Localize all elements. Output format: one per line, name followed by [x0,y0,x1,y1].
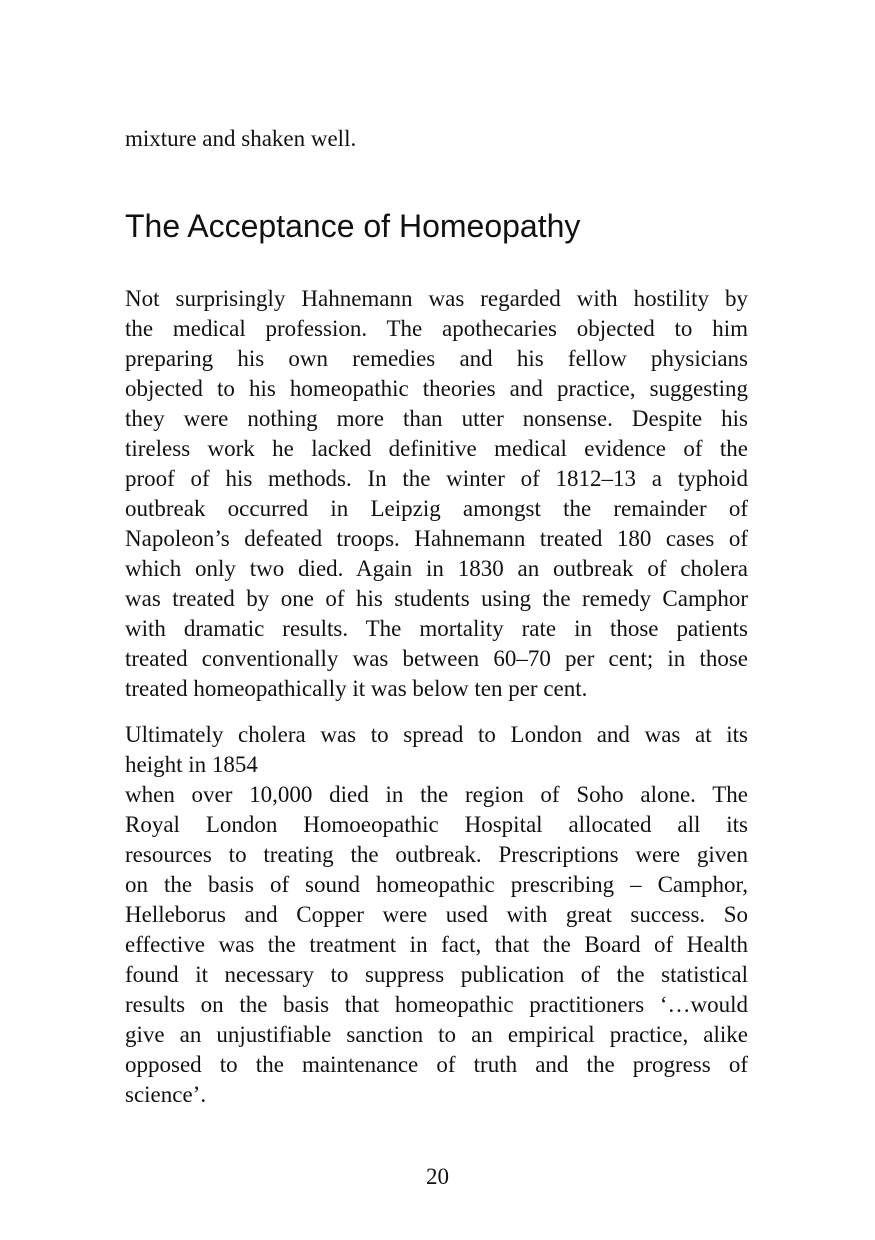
text-line: which only two died. Again in 1830 an outbreak of cholera [125,556,748,581]
text-line: Napoleon’s defeated troops. Hahnemann treated 180 cases of [125,526,748,551]
text-line: effective was the treatment in fact, that the Board of Health [125,932,748,957]
text-line: Helleborus and Copper were used with great success. So [125,902,748,927]
text-line: treated conventionally was between 60–70 per cent; in those [125,646,748,671]
text-line: Royal London Homoeopathic Hospital allocated all its [125,812,748,837]
text-line: with dramatic results. The mortality rate in those patients [125,616,748,641]
text-line: results on the basis that homeopathic practitioners ‘…would [125,992,748,1017]
text-line: they were nothing more than utter nonsense. Despite his [125,406,748,431]
text-line: was treated by one of his students using the remedy Camphor [125,586,748,611]
text-line: treated homeopathically it was below ten per cent. [125,676,588,701]
text-line: tireless work he lacked definitive medical evidence of the [125,436,748,461]
text-line: on the basis of sound homeopathic prescribing – Camphor, [125,872,748,897]
text-line: proof of his methods. In the winter of 1812–13 a typhoid [125,466,748,491]
text-line: found it necessary to suppress publication of the statistical [125,962,748,987]
page-number: 20 [426,1164,449,1189]
section-heading: The Acceptance of Homeopathy [125,208,581,244]
paragraph-1 [125,284,748,704]
text-line: the medical profession. The apothecaries objected to him [125,316,748,341]
text-line: when over 10,000 died in the region of Soho alone. The [125,782,748,807]
text-line: Ultimately cholera was to spread to London and was at its [125,722,748,747]
text-line: resources to treating the outbreak. Prescriptions were given [125,842,748,867]
text-line: opposed to the maintenance of truth and the progress of [125,1052,748,1077]
paragraph-2 [125,720,748,1110]
text-line: outbreak occurred in Leipzig amongst the remainder of [125,496,748,521]
text-line: height in 1854 [125,752,258,777]
text-line: Not surprisingly Hahnemann was regarded with hostility by [125,286,748,311]
text-line: give an unjustifiable sanction to an empirical practice, alike [125,1022,748,1047]
continued-text-line: mixture and shaken well. [125,126,357,151]
text-line: science’. [125,1082,207,1107]
text-line: objected to his homeopathic theories and practice, suggesting [125,376,748,401]
text-line: preparing his own remedies and his fellow physicians [125,346,748,371]
body-text [125,284,748,1110]
